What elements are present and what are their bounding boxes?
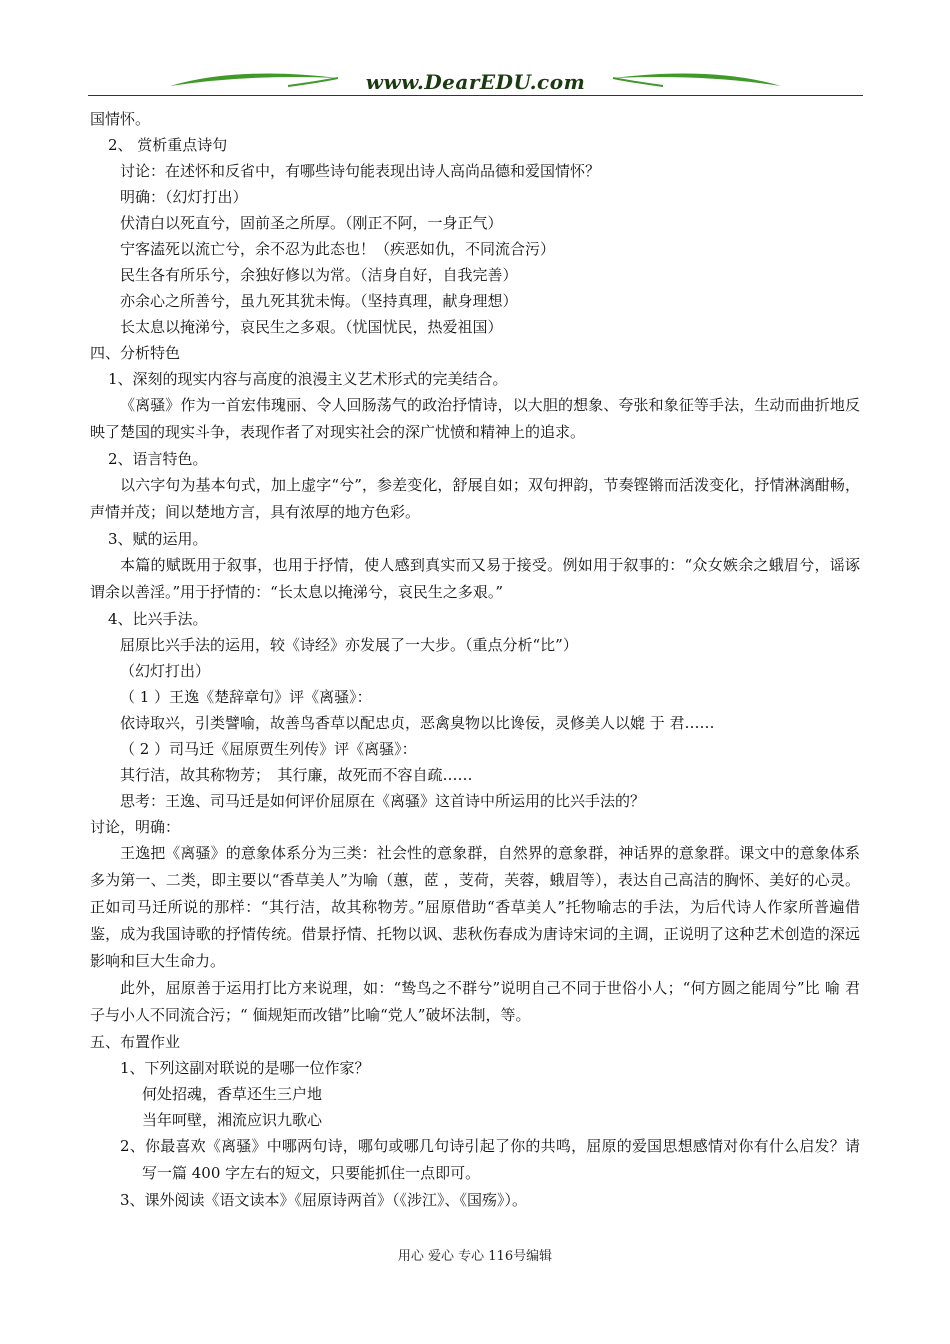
question-line: 3、课外阅读《语文读本》《屈原诗两首》（《涉江》、《国殇》）。 [120,1191,528,1209]
text-line: 明确：（幻灯打出） [120,188,248,206]
couplet-line: 当年呵壁，湘流应识九歌心 [142,1111,323,1129]
poem-line: 伏清白以死直兮，固前圣之所厚。（刚正不阿，一身正气） [120,214,503,232]
section-heading: 四、分析特色 [90,344,181,362]
question-line: 1、下列这副对联说的是哪一位作家？ [120,1059,370,1077]
subsection-heading: 4、比兴手法。 [108,610,208,628]
paragraph: 《离骚》作为一首宏伟瑰丽、令人回肠荡气的政治抒情诗，以大胆的想象、夸张和象征等手法，生动而曲折地反映了楚国的现实斗争，表现作者了对现实社会的深广忧愤和精神上的追求。 [90,396,860,441]
quote-line: 其行洁，故其称物芳； 其行廉，故死而不容自疏…… [120,766,473,784]
paragraph: 本篇的赋既用于叙事，也用于抒情，使人感到真实而又易于接受。例如用于叙事的：“众女嫉余之蛾眉兮，谣诼谓余以善淫。”用于抒情的：“长太息以掩涕兮，哀民生之多艰。” [90,556,860,601]
text-line: 讨论，明确： [90,818,181,836]
question-paragraph: 2、你最喜欢《离骚》中哪两句诗，哪句或哪几句诗引起了你的共鸣，屈原的爱国思想感情对你有什么启发？请写一篇 400 字左右的短文，只要能抓住一点即可。 [120,1137,860,1182]
text-line: 国情怀。 [90,110,151,128]
header-divider [88,95,863,96]
subsection-heading: 2、 赏析重点诗句 [108,136,228,154]
document-body [90,106,860,1213]
subsection-heading: 2、语言特色。 [108,450,208,468]
text-line: 思考：王逸、司马迁是如何评价屈原在《离骚》这首诗中所运用的比兴手法的？ [120,792,646,810]
poem-line: 宁客溘死以流亡兮，余不忍为此态也！（疾恶如仇，不同流合污） [120,240,556,258]
page-footer: 用心 爱心 专心 116号编辑 [397,1249,553,1264]
site-logo: www.DearEDU.com [365,70,586,94]
paragraph: 此外，屈原善于运用打比方来说理，如：“鸷鸟之不群兮”说明自己不同于世俗小人；“何方圆之能周兮”比 喻 君子与小人不同流合污；“ 偭规矩而改错”比喻“党人”破坏法制，等。 [90,979,860,1024]
text-line: 屈原比兴手法的运用，较《诗经》亦发展了一大步。（重点分析“比”） [120,636,578,654]
text-line: 讨论：在述怀和反省中，有哪些诗句能表现出诗人高尚品德和爱国情怀？ [120,162,601,180]
text-line: （ 1 ）王逸《楚辞章句》评《离骚》： [120,688,372,706]
couplet-line: 何处招魂，香草还生三户地 [142,1085,323,1103]
poem-line: 亦余心之所善兮，虽九死其犹未悔。（坚持真理，献身理想） [120,292,518,310]
subsection-heading: 3、赋的运用。 [108,530,208,548]
subsection-heading: 1、深刻的现实内容与高度的浪漫主义艺术形式的完美结合。 [108,370,508,388]
poem-line: 民生各有所乐兮，余独好修以为常。（洁身自好，自我完善） [120,266,518,284]
paragraph: 以六字句为基本句式，加上虚字“兮”，参差变化，舒展自如；双句押韵，节奏铿锵而活泼变化，抒情淋漓酣畅，声情并茂；间以楚地方言，具有浓厚的地方色彩。 [90,476,860,521]
quote-line: 依诗取兴，引类譬喻，故善鸟香草以配忠贞，恶禽臭物以比谗佞，灵修美人以媲 于 君…… [120,714,715,732]
paragraph: 王逸把《离骚》的意象体系分为三类：社会性的意象群，自然界的意象群，神话界的意象群。课文中的意象体系多为第一、二类，即主要以“香草美人”为喻（蕙，茝 ，芰荷，芙蓉，蛾眉等），表达自己高洁的胸怀、美好的心灵。正如司马迁所说的那样：“其行洁，故其称物芳。”屈原借助“香草美人”托物喻志的手法，为后代诗人作家所普遍借鉴，成为我国诗歌的抒情传统。借景抒情、托物以讽、悲秋伤春成为唐诗宋词的主调，正说明了这种艺术创造的深远影响和巨大生命力。 [90,844,860,970]
text-line: （ 2 ）司马迁《屈原贾生列传》评《离骚》： [120,740,417,758]
section-heading: 五、布置作业 [90,1033,181,1051]
page-header [88,64,863,100]
text-line: （幻灯打出） [120,662,211,680]
poem-line: 长太息以掩涕兮，哀民生之多艰。（忧国忧民，热爱祖国） [120,318,503,336]
